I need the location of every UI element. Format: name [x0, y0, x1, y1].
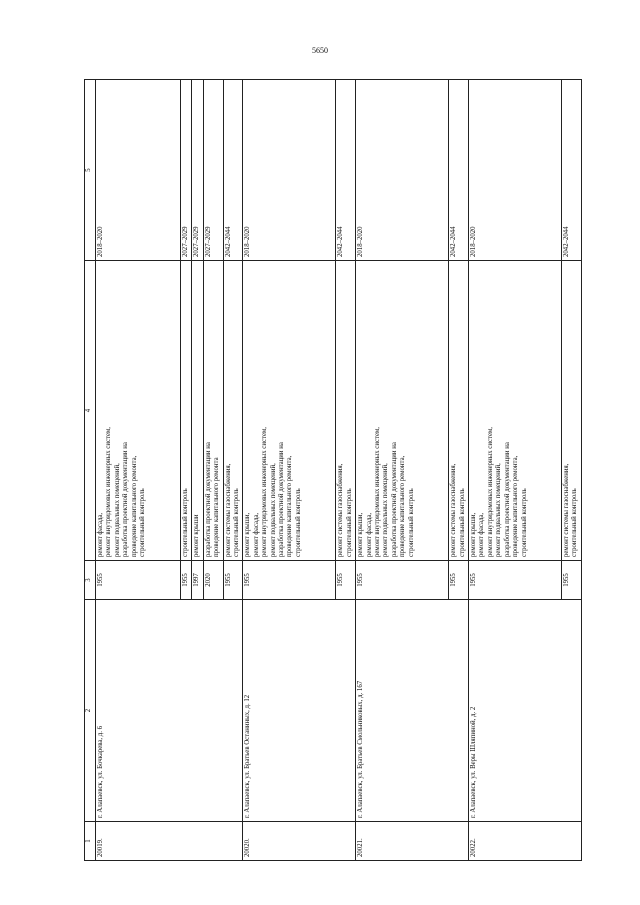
- year-cell: 1955: [336, 561, 356, 600]
- work-item: ремонт крыши,: [470, 512, 478, 557]
- work-item: ремонт крыши,: [244, 512, 252, 557]
- year-cell: 1955: [449, 561, 469, 600]
- works-cell: [356, 261, 449, 561]
- work-item: разработка проектной документации на: [122, 442, 130, 557]
- period-cell: 2018–2020: [243, 80, 336, 261]
- work-item: строительный контроль: [139, 488, 147, 557]
- work-item: строительный контроль: [345, 488, 353, 557]
- work-item: проведение капитального ремонта,: [130, 455, 138, 557]
- year-cell: 1955: [96, 561, 181, 600]
- year-cell: 1955: [469, 561, 562, 600]
- work-item: проведение капитального ремонта,: [512, 455, 520, 557]
- address-cell: г. Алапаевск, ул. Бочкарева, д. 6: [96, 600, 243, 822]
- work-item: ремонт подвальных помещений,: [382, 463, 390, 557]
- works-cell: [181, 261, 192, 561]
- work-item: ремонт внутридомовых инженерных систем,: [374, 427, 382, 557]
- work-item: строительный контроль: [520, 488, 528, 557]
- works-cell: [336, 261, 356, 561]
- works-cell: [96, 261, 181, 561]
- year-cell: 1955: [223, 561, 243, 600]
- works-cell: [223, 261, 243, 561]
- header-col-1: 1: [85, 822, 96, 861]
- work-item: проведение капитального ремонта,: [399, 455, 407, 557]
- year-cell: 1955: [243, 561, 336, 600]
- work-item: разработка проектной документации на: [390, 442, 398, 557]
- work-item: строительный контроль: [233, 488, 241, 557]
- row-number: 20022.: [469, 822, 582, 861]
- works-cell: [562, 261, 582, 561]
- table-row: [469, 80, 562, 861]
- work-item: строительный контроль: [294, 488, 302, 557]
- row-number: 20019.: [96, 822, 243, 861]
- period-cell: 2018–2020: [356, 80, 449, 261]
- works-cell: [192, 261, 203, 561]
- work-item: строительный контроль: [182, 488, 189, 557]
- row-number: 20020.: [243, 822, 356, 861]
- work-item: проведение капитального ремонта: [213, 457, 221, 557]
- row-number: 20021.: [356, 822, 469, 861]
- address-cell: г. Алапаевск, ул. Братьев Смольниковых, д. 167: [356, 600, 469, 822]
- period-cell: 2042–2044: [562, 80, 582, 261]
- work-item: ремонт фасада,: [97, 512, 104, 557]
- table-row: [356, 80, 449, 861]
- work-item: ремонт внутридомовых инженерных систем,: [486, 427, 494, 557]
- work-item: ремонт подвальных помещений,: [269, 463, 277, 557]
- work-item: ремонт подвальных помещений,: [495, 463, 503, 557]
- work-item: строительный контроль: [571, 488, 579, 557]
- header-col-4: 4: [85, 261, 96, 561]
- works-cell: [469, 261, 562, 561]
- year-cell: 2020: [203, 561, 223, 600]
- period-cell: 2042–2044: [336, 80, 356, 261]
- period-cell: 2027–2029: [192, 80, 203, 261]
- period-cell: 2027–2029: [203, 80, 223, 261]
- year-cell: 1997: [192, 561, 203, 600]
- work-item: строительный контроль: [407, 488, 415, 557]
- works-cell: [449, 261, 469, 561]
- work-item: ремонт подвальных помещений,: [113, 463, 121, 557]
- period-cell: 2018–2020: [96, 80, 181, 261]
- table-body: [96, 80, 582, 861]
- header-col-3: 3: [85, 561, 96, 600]
- address-cell: г. Алапаевск, ул. Братьев Останиных, д. 12: [243, 600, 356, 822]
- rotated-table-area: [84, 80, 589, 861]
- period-cell: 2042–2044: [449, 80, 469, 261]
- period-cell: 2018–2020: [469, 80, 562, 261]
- work-item: ремонт фасада,: [478, 512, 486, 557]
- work-item: разработка проектной документации на: [278, 442, 286, 557]
- year-cell: 1955: [356, 561, 449, 600]
- table-row: [96, 80, 181, 861]
- works-cell: [203, 261, 223, 561]
- work-item: проведение капитального ремонта,: [286, 455, 294, 557]
- works-cell: [243, 261, 336, 561]
- year-cell: 1955: [181, 561, 192, 600]
- table-frame: [84, 80, 589, 861]
- work-item: ремонт крыши,: [357, 512, 365, 557]
- header-col-2: 2: [85, 600, 96, 822]
- page-number: 5650: [312, 46, 328, 55]
- work-item: ремонт системы газоснабжения,: [224, 463, 232, 557]
- work-item: ремонт системы газоснабжения,: [563, 463, 571, 557]
- year-cell: 1955: [562, 561, 582, 600]
- work-item: ремонт системы газоснабжения,: [450, 463, 458, 557]
- work-item: разработка проектной документации на: [204, 442, 212, 557]
- period-cell: 2027–2029: [181, 80, 192, 261]
- header-col-5: 5: [85, 80, 96, 261]
- address-cell: г. Алапаевск, ул. Веры Шляпиной, д. 2: [469, 600, 582, 822]
- work-item: ремонт системы газоснабжения,: [337, 463, 345, 557]
- capital-repair-table: [84, 79, 582, 861]
- table-row: [243, 80, 336, 861]
- work-item: разработка проектной документации на: [503, 442, 511, 557]
- work-item: ремонт фасада,: [252, 512, 260, 557]
- work-item: ремонт крыши: [193, 514, 201, 557]
- header-row: [85, 80, 96, 861]
- period-cell: 2042–2044: [223, 80, 243, 261]
- work-item: ремонт внутридомовых инженерных систем,: [261, 427, 269, 557]
- work-item: ремонт внутридомовых инженерных систем,: [105, 427, 113, 557]
- work-item: ремонт фасада,: [365, 512, 373, 557]
- work-item: строительный контроль: [458, 488, 466, 557]
